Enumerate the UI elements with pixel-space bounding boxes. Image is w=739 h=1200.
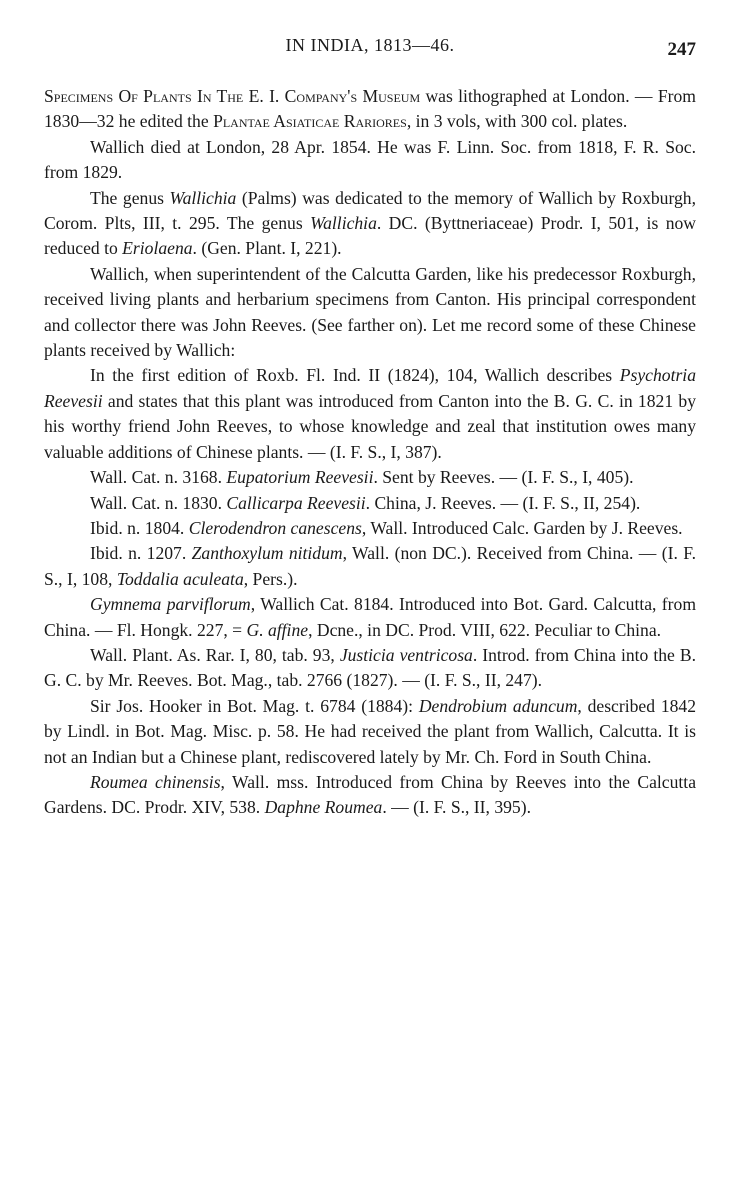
paragraph: Wallich, when superintendent of the Calcutta Garden, like his predecessor Roxburgh, received living plants and herbarium specimens from Canton. His principal correspondent and collector there was John Reeves. (See farther on). Let me record some of these Chinese plants received by Wallich: xyxy=(44,263,696,361)
paragraph: In the first edition of Roxb. Fl. Ind. II (1824), 104, Wallich describes Psychotria Reevesii and states that this plant was introduced from Canton into the B. G. C. in 1821 by his worthy friend John Reeves, to whose knowledge and zeal that institution owes many valuable additions of Chinese plants. — (I. F. S., I, 387). xyxy=(44,365,696,462)
page-header xyxy=(44,35,696,61)
paragraph: Wall. Cat. n. 3168. Eupatorium Reevesii. Sent by Reeves. — (I. F. S., I, 405). xyxy=(90,467,634,488)
page-number: 247 xyxy=(667,39,696,60)
paragraph: Gymnema parviflorum, Wallich Cat. 8184. Introduced into Bot. Gard. Calcutta, from China. — Fl. Hongk. 227, = G. affine, Dcne., in DC. Prod. VIII, 622. Peculiar to China. xyxy=(44,594,697,640)
paragraph: The genus Wallichia (Palms) was dedicated to the memory of Wallich by Roxburgh, Corom. Plts, III, t. 295. The genus Wallichia. DC. (Byttneriaceae) Prodr. I, 501, is now reduced to Eriolaena. (Gen. Plant. I, 221). xyxy=(44,187,697,259)
paragraph: Roumea chinensis, Wall. mss. Introduced from China by Reeves into the Calcutta Gardens. DC. Prodr. XIV, 538. Daphne Roumea. — (I. F. S., II, 395). xyxy=(44,771,697,818)
paragraph: Ibid. n. 1207. Zanthoxylum nitidum, Wall. (non DC.). Received from China. — (I. F. S., I, 108, Toddalia aculeata, Pers.). xyxy=(44,543,697,589)
running-head: IN INDIA, 1813—46. xyxy=(285,35,455,55)
paragraph: Sir Jos. Hooker in Bot. Mag. t. 6784 (1884): Dendrobium aduncum, described 1842 by Lindl. in Bot. Mag. Misc. p. 58. He had received the plant from Wallich, Calcutta. It is not an Indian but a Chinese plant, rediscovered lately by Mr. Ch. Ford in South China. xyxy=(44,695,697,767)
paragraph: Wall. Cat. n. 1830. Callicarpa Reevesii. China, J. Reeves. — (I. F. S., II, 254). xyxy=(90,492,641,513)
body-text xyxy=(44,84,696,821)
paragraph: Ibid. n. 1804. Clerodendron canescens, Wall. Introduced Calc. Garden by J. Reeves. xyxy=(90,517,683,538)
paragraph: Wallich died at London, 28 Apr. 1854. He was F. Linn. Soc. from 1818, F. R. Soc. from 1829. xyxy=(44,136,696,183)
paragraph: Specimens Of Plants In The E. I. Company's Museum was lithographed at London. — From 1830—32 he edited the Plantae Asiaticae Rariores, in 3 vols, with 300 col. plates. xyxy=(44,86,696,132)
paragraph: Wall. Plant. As. Rar. I, 80, tab. 93, Justicia ventricosa. Introd. from China into the B. G. C. by Mr. Reeves. Bot. Mag., tab. 2766 (1827). — (I. F. S., II, 247). xyxy=(44,644,696,691)
